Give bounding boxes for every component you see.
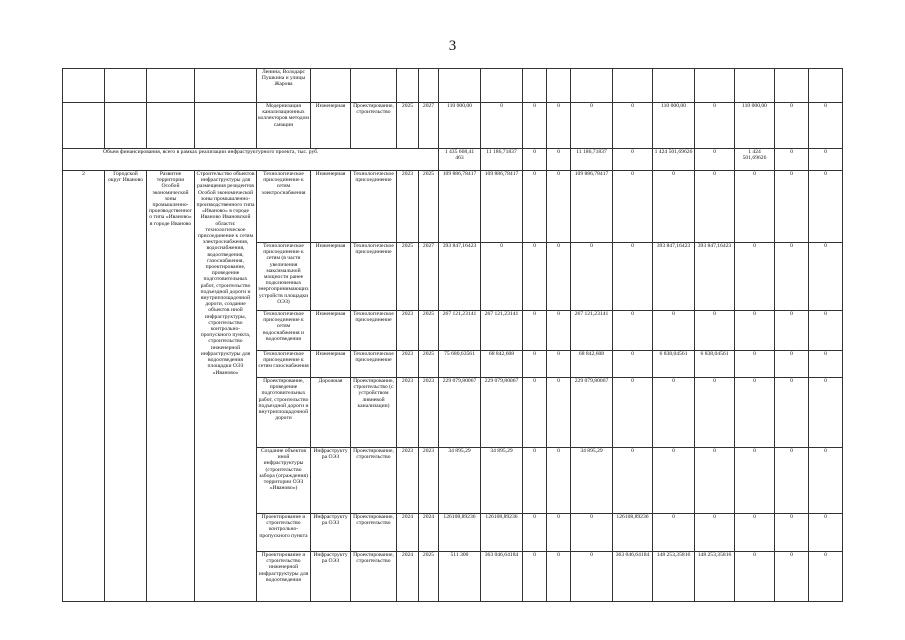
value-cell: 0 [523,311,547,351]
total-value: 0 [547,149,571,171]
value-cell: 0 [547,351,571,378]
value-cell: 68 842,608 [571,351,613,378]
object-cell: Модернизация канализационных коллекторов методом санации [257,103,311,149]
value-cell: 0 [523,552,547,602]
value-cell: 511 300 [439,552,481,602]
work-cell: Проектирование, строительство (с устройством ливневой канализации) [351,378,397,448]
value-cell: 229 079,80067 [481,378,523,448]
type-cell: Инфраструктура ОЭЗ [311,552,351,602]
value-cell: 0 [809,171,843,243]
value-cell: 0 [571,243,613,311]
type-cell: Инженерная [311,243,351,311]
value-cell: 126108,89236 [481,514,523,552]
value-cell: 0 [775,103,809,149]
value-cell: 148 253,35816 [653,552,695,602]
value-cell: 0 [809,514,843,552]
value-cell: 0 [775,243,809,311]
work-cell: Проектирование, строительство [351,103,397,149]
page-number: 3 [448,38,457,54]
value-cell: 0 [775,514,809,552]
value-cell: 0 [775,378,809,448]
value-cell: 0 [547,311,571,351]
start-year-cell: 2023 [397,311,419,351]
type-cell: Инженерная [311,103,351,149]
value-cell: 110 000,00 [653,103,695,149]
value-cell: 68 842,608 [481,351,523,378]
start-year-cell: 2025 [397,243,419,311]
value-cell: 0 [809,103,843,149]
table-row [63,103,843,149]
start-year-cell: 2024 [397,514,419,552]
work-cell: Проектирование, строительство [351,552,397,602]
value-cell: 0 [809,552,843,602]
value-cell: 0 [695,514,735,552]
value-cell: 109 886,78417 [481,171,523,243]
row-number: 2 [63,171,105,602]
goal-cell: Развитие территории Особой экономической зоны промышленно-производственного типа «Иваново» в городе Иваново [147,171,195,602]
start-year-cell: 2023 [397,448,419,514]
value-cell: 393 847,16423 [653,243,695,311]
value-cell: 0 [775,448,809,514]
work-cell: Технологическое присоединение [351,311,397,351]
value-cell: 0 [809,378,843,448]
value-cell: 6 838,04561 [653,351,695,378]
value-cell: 0 [613,351,653,378]
work-cell: Проектирование, строительство [351,514,397,552]
value-cell: 0 [613,448,653,514]
value-cell: 267 121,23141 [439,311,481,351]
value-cell: 0 [547,103,571,149]
value-cell: 393 847,16423 [695,243,735,311]
value-cell: 0 [523,351,547,378]
value-cell: 0 [653,311,695,351]
value-cell: 6 838,04561 [695,351,735,378]
total-value: 1 435 668,41 463 [439,149,481,171]
start-year-cell: 2023 [397,171,419,243]
value-cell: 0 [653,378,695,448]
total-value: 11 186,71837 [571,149,613,171]
end-year-cell: 2027 [419,243,439,311]
infrastructure-table [62,68,843,602]
value-cell: 0 [695,311,735,351]
end-year-cell: 2025 [419,171,439,243]
total-value: 0 [809,149,843,171]
object-cell: Проектирование и строительство инженерной инфраструктуры для водоотведения [257,552,311,602]
object-cell: Технологическое присоединение к сетям (в части увеличения максимальной мощности ранее подключенных энергопринимающих устройств площадки ОЭЗ) [257,243,311,311]
value-cell: 148 253,35816 [695,552,735,602]
value-cell: 0 [653,171,695,243]
value-cell: 126108,89236 [439,514,481,552]
value-cell: 0 [523,378,547,448]
value-cell: 0 [695,448,735,514]
value-cell: 0 [523,243,547,311]
project-cell: Строительство объектов инфраструктуры для размещения резидентов Особой экономической зоны промышленно-производственного типа «Иваново» в городе Иваново Ивановской области: технологическое присоединение к сетям электроснабжения, водоснабжения, водоотведения, газоснабжения, проектирование, проведение подготовительных работ, строительство подъездной дороги и внутриплощадочной дороги, создание объектов иной инфраструктуры, строительство контрольно-пропускного пункта, строительство инженерной инфраструктуры для водоотведения площадки ОЭЗ «Иваново» [195,171,257,602]
value-cell: 0 [613,103,653,149]
value-cell: 0 [735,351,775,378]
value-cell: 0 [523,514,547,552]
total-row [63,149,843,171]
type-cell: Инженерная [311,311,351,351]
end-year-cell: 2024 [419,514,439,552]
value-cell: 0 [547,378,571,448]
value-cell: 126108,89236 [613,514,653,552]
work-cell: Проектирование, строительство [351,448,397,514]
total-value: 0 [775,149,809,171]
value-cell: 267 121,23141 [481,311,523,351]
object-cell: Технологическое присоединение к сетям электроснабжения [257,171,311,243]
value-cell: 0 [547,243,571,311]
start-year-cell: 2023 [397,378,419,448]
value-cell: 0 [735,552,775,602]
value-cell: 0 [613,243,653,311]
value-cell: 229 079,80067 [571,378,613,448]
start-year-cell: 2024 [397,552,419,602]
value-cell: 0 [695,378,735,448]
value-cell: 34 895,29 [571,448,613,514]
end-year-cell: 2025 [419,351,439,378]
end-year-cell: 2025 [419,311,439,351]
value-cell: 0 [523,171,547,243]
work-cell: Технологическое присоединение [351,171,397,243]
value-cell: 0 [775,171,809,243]
value-cell: 0 [571,552,613,602]
work-cell: Технологическое присоединение [351,243,397,311]
work-cell: Технологическое присоединение [351,351,397,378]
object-cell: Ленина, Володарс Пушкина и улицы Жарова [257,69,311,103]
value-cell: 0 [695,103,735,149]
value-cell: 109 886,78417 [439,171,481,243]
value-cell: 109 886,78417 [571,171,613,243]
value-cell: 0 [735,448,775,514]
type-cell: Инженерная [311,351,351,378]
value-cell: 0 [571,514,613,552]
total-value: 1 424 501,69626 [735,149,775,171]
value-cell: 0 [775,552,809,602]
type-cell: Дорожная [311,378,351,448]
value-cell: 0 [735,378,775,448]
value-cell: 0 [523,448,547,514]
municipality-cell: Городской округ Иваново [105,171,147,602]
value-cell: 0 [547,552,571,602]
value-cell: 363 046,64184 [613,552,653,602]
value-cell: 0 [547,514,571,552]
end-year-cell: 2023 [419,378,439,448]
value-cell: 229 079,80067 [439,378,481,448]
type-cell: Инженерная [311,171,351,243]
value-cell: 0 [735,171,775,243]
object-cell: Проектирование и строительство контрольно-пропускного пункта [257,514,311,552]
value-cell: 363 046,64184 [481,552,523,602]
type-cell: Инфраструктура ОЭЗ [311,514,351,552]
total-value: 0 [695,149,735,171]
value-cell: 0 [809,311,843,351]
total-label: Объем финансирования, всего в рамках реализации инфраструктурного проекта, тыс. руб. [63,149,439,171]
value-cell: 110 000,00 [735,103,775,149]
value-cell: 0 [547,171,571,243]
value-cell: 34 895,29 [439,448,481,514]
value-cell: 0 [481,103,523,149]
object-cell: Создание объектов иной инфраструктуры (строительство забора (ограждения) территории ОЭЗ «Иваново») [257,448,311,514]
value-cell: 0 [809,351,843,378]
value-cell: 75 680,63561 [439,351,481,378]
value-cell: 0 [735,514,775,552]
value-cell: 0 [481,243,523,311]
value-cell: 0 [653,448,695,514]
start-year-cell: 2025 [397,103,419,149]
value-cell: 0 [735,243,775,311]
table-row [63,171,843,243]
value-cell: 0 [653,514,695,552]
total-value: 0 [523,149,547,171]
object-cell: Проектирование, проведение подготовительных работ, строительство подъездной дороги и внутриплощадочной дороги [257,378,311,448]
value-cell: 0 [571,103,613,149]
type-cell: Инфраструктура ОЭЗ [311,448,351,514]
total-value: 1 424 501,69626 [653,149,695,171]
end-year-cell: 2027 [419,103,439,149]
total-value: 0 [613,149,653,171]
value-cell: 0 [775,351,809,378]
end-year-cell: 2025 [419,552,439,602]
value-cell: 393 847,16423 [439,243,481,311]
value-cell: 0 [695,171,735,243]
value-cell: 0 [809,243,843,311]
value-cell: 0 [613,171,653,243]
value-cell: 0 [775,311,809,351]
value-cell: 0 [547,448,571,514]
end-year-cell: 2023 [419,448,439,514]
table-row [63,69,843,103]
total-value: 11 186,71837 [481,149,523,171]
value-cell: 0 [809,448,843,514]
object-cell: Технологическое присоединение к сетям газоснабжения [257,351,311,378]
value-cell: 0 [613,311,653,351]
value-cell: 110 000,00 [439,103,481,149]
value-cell: 0 [523,103,547,149]
value-cell: 267 121,23141 [571,311,613,351]
value-cell: 0 [613,378,653,448]
value-cell: 0 [735,311,775,351]
value-cell: 34 895,29 [481,448,523,514]
object-cell: Технологическое присоединение к сетям водоснабжения и водоотведения [257,311,311,351]
start-year-cell: 2023 [397,351,419,378]
